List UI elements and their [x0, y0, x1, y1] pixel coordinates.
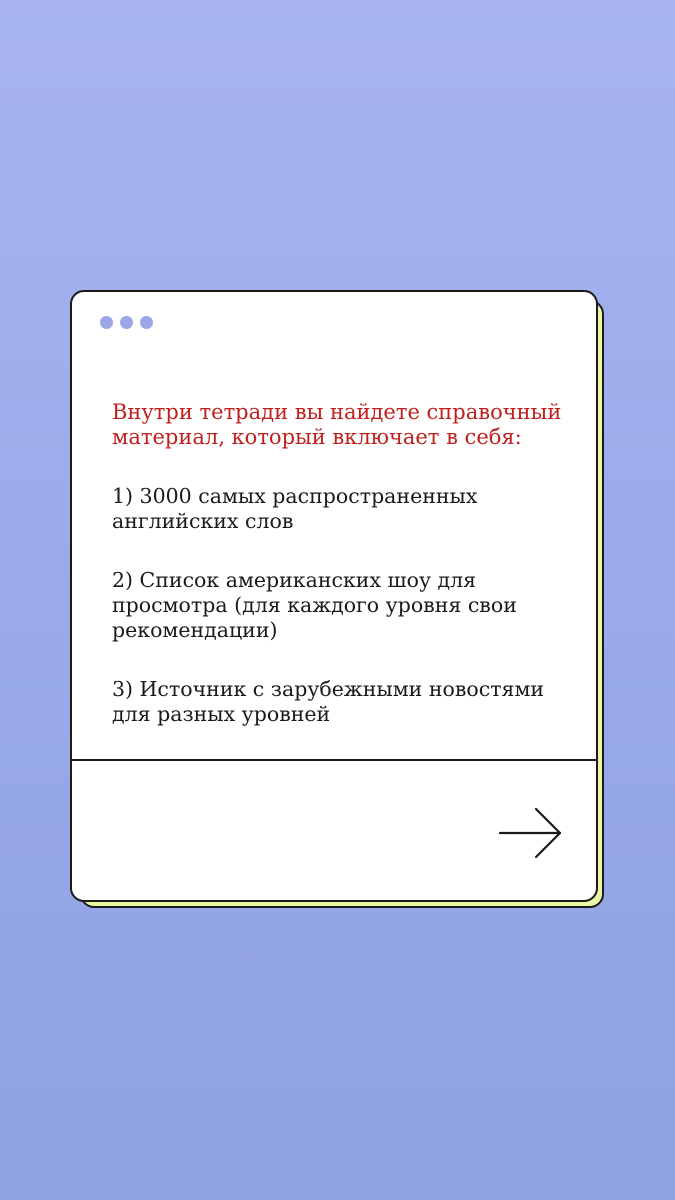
window-dot-1 [100, 316, 113, 329]
list-item-3: 3) Источник с зарубежными новостями для разных уровней [112, 677, 545, 726]
card-window [70, 290, 598, 902]
arrow-right-icon[interactable] [498, 806, 564, 860]
card-divider [72, 759, 596, 761]
list-item-1: 1) 3000 самых распространенных английских слов [112, 484, 478, 533]
window-dots [100, 316, 153, 329]
window-dot-3 [140, 316, 153, 329]
info-card [70, 290, 606, 912]
window-dot-2 [120, 316, 133, 329]
card-content [112, 400, 582, 761]
card-heading: Внутри тетради вы найдете справочный материал, который включает в себя: [112, 400, 562, 449]
list-item-2: 2) Список американских шоу для просмотра (для каждого уровня свои рекомендации) [112, 568, 517, 642]
